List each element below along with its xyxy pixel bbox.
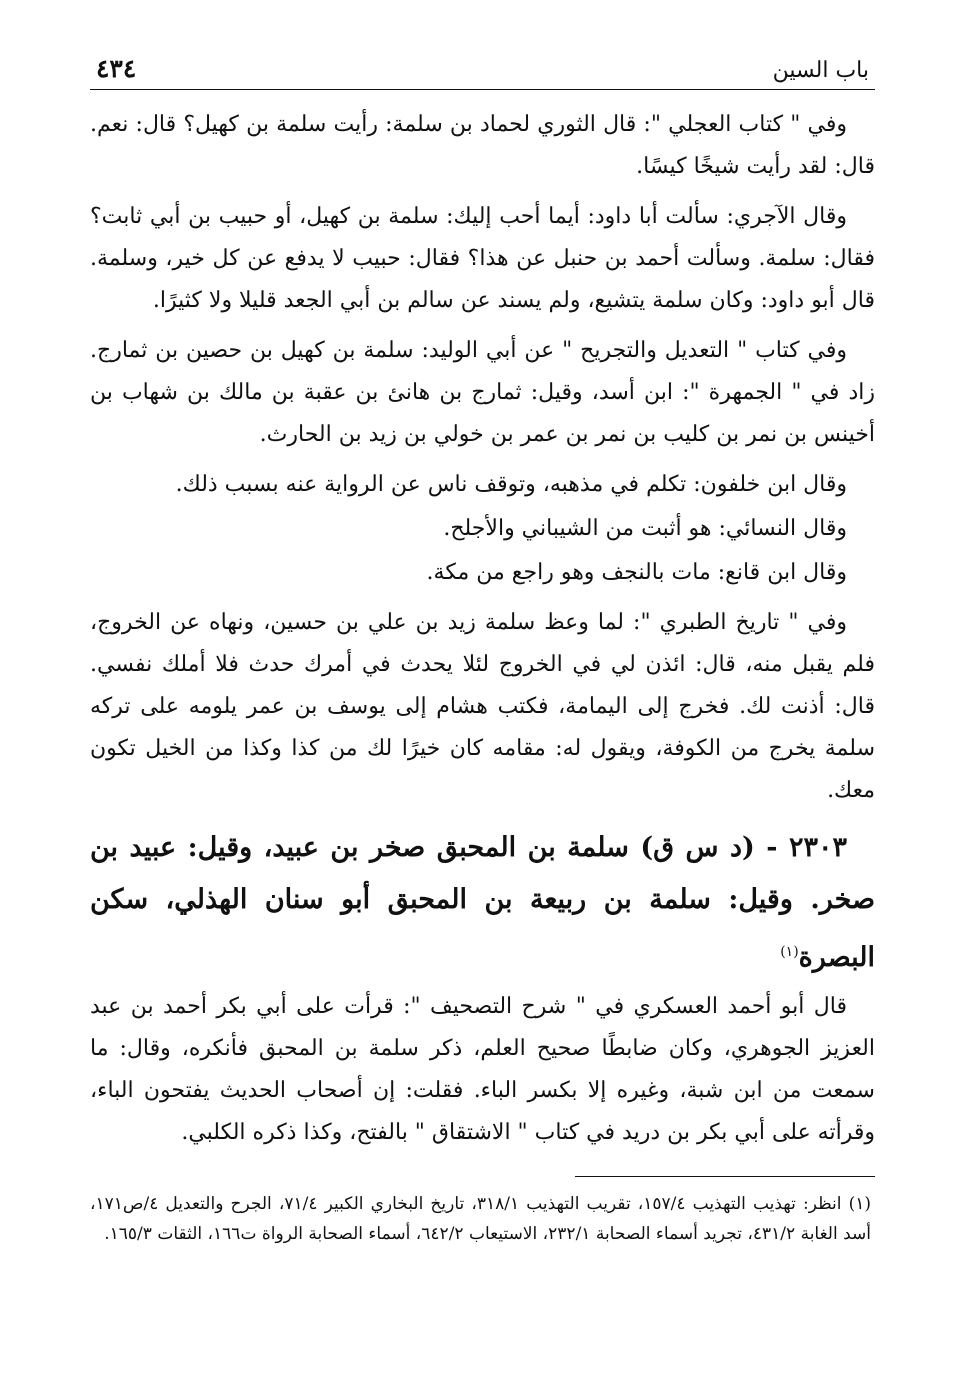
paragraph-khalfun: وقال ابن خلفون: تكلم في مذهبه، وتوقف ناس عن الرواية عنه بسبب ذلك. [175, 472, 847, 497]
paragraph-tabari: وفي " تاريخ الطبري ": لما وعظ سلمة زيد بن علي بن حسين، ونهاه عن الخروج، فلم يقبل منه، قال: ائذن لي في الخروج لئلا يحدث في أمرك حدث فلا أملك نفسي. قال: أذنت لك. فخرج إلى اليمامة، فكتب هشام إلى يوسف بن عمر يلومه على تركه سلمة يخرج من الكوفة، ويقول له: مقامه كان خيرًا لك من كذا وكذا من الخيل تكون معك. [90, 610, 875, 803]
footnote-marker: (١) [780, 944, 799, 960]
entry-heading [90, 822, 875, 984]
running-title: باب السين [772, 58, 869, 83]
entry-heading-text: ٢٣٠٣ - (د س ق) سلمة بن المحبق صخر بن عبيد، وقيل: عبيد بن صخر. وقيل: سلمة بن ربيعة بن المحبق أبو سنان الهذلي، سكن البصرة [90, 832, 875, 973]
page-number: ٤٣٤ [96, 54, 137, 83]
paragraph-ijli: وفي " كتاب العجلي ": قال الثوري لحماد بن سلمة: رأيت سلمة بن كهيل؟ قال: نعم. قال: لقد رأيت شيخًا كيسًا. [90, 112, 875, 179]
entry-paragraph: قال أبو أحمد العسكري في " شرح التصحيف ": قرأت على أبي بكر أحمد بن عبد العزيز الجوهري، وكان ضابطًا صحيح العلم، ذكر سلمة بن المحبق فأنكره، وقال: ما سمعت من ابن شبة، وغيره إلا بكسر الباء. فقلت: إن أصحاب الحديث يفتحون الباء، وقرأته على أبي بكر بن دريد في كتاب " الاشتقاق " بالفتح، وكذا ذكره الكلبي. [90, 994, 875, 1145]
paragraph-ajurri: وقال الآجري: سألت أبا داود: أيما أحب إليك: سلمة بن كهيل، أو حبيب بن أبي ثابت؟ فقال: سلمة. وسألت أحمد بن حنبل عن هذا؟ فقال: حبيب لا يدفع عن كل خير، وسلمة. قال أبو داود: وكان سلمة يتشيع، ولم يسند عن سالم بن أبي الجعد قليلا ولا كثيرًا. [90, 204, 875, 313]
paragraph-nasai: وقال النسائي: هو أثبت من الشيباني والأجلح. [443, 516, 847, 541]
paragraph-tadil: وفي كتاب " التعديل والتجريح " عن أبي الوليد: سلمة بن كهيل بن حصين بن ثمارج. زاد في " الجمهرة ": ابن أسد، وقيل: ثمارج بن هانئ بن عقبة بن مالك بن شهاب بن أخينس بن نمر بن كليب بن نمر بن عمر بن خولي بن زيد بن الحارث. [90, 338, 875, 447]
footnote-divider [575, 1176, 875, 1177]
footnote: (١) انظر: تهذيب التهذيب ١٥٧/٤، تقريب التهذيب ٣١٨/١، تاريخ البخاري الكبير ٧١/٤، الجرح والتعديل ٤/ص١٧١، أسد الغابة ٤٣١/٢، تجريد أسماء الصحابة ٢٣٢/١، الاستيعاب ٦٤٢/٢، أسماء الصحابة الرواة ت١٦٦، الثقات ١٦٥/٣. [90, 1194, 872, 1244]
book-page [90, 50, 875, 1266]
paragraph-qani: وقال ابن قانع: مات بالنجف وهو راجع من مكة. [426, 560, 847, 585]
page-header [90, 50, 875, 90]
page-body [90, 104, 875, 1249]
